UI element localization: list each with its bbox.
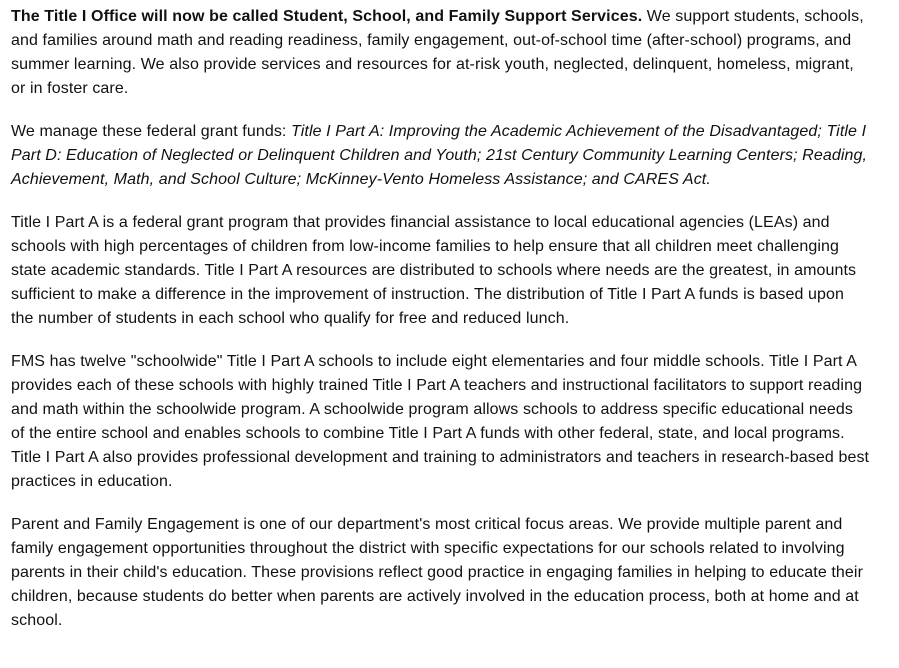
grants-paragraph (11, 120, 871, 192)
family-engagement-paragraph: Parent and Family Engagement is one of our department's most critical focus areas. We provide multiple parent and family engagement opportunities throughout the district with specific expectations for our schools related to involving parents in their child's education. These provisions reflect good practice in engaging families in helping to educate their children, because students do better when parents are actively involved in the education process, both at home and at school. (11, 516, 864, 629)
grants-list: Title I Part A: Improving the Academic Achievement of the Disadvantaged; Title I Part D: Education of Neglected or Delinquent Children and Youth; 21st Century Community Learning Centers; Reading, Achievement, Math, and School Culture; McKinney-Vento Homeless Assistance; and CARES Act. (11, 123, 868, 188)
grants-lead-text: We manage these federal grant funds: (11, 123, 292, 140)
page-content (11, 5, 871, 652)
intro-description: We support students, schools, and families around math and reading readiness, family engagement, out-of-school time (after-school) programs, and summer learning. We also provide services and resources for at-risk youth, neglected, delinquent, homeless, migrant, or in foster care. (11, 8, 864, 97)
fms-schoolwide-paragraph: FMS has twelve "schoolwide" Title I Part A schools to include eight elementaries and four middle schools. Title I Part A provides each of these schools with highly trained Title I Part A teachers and instructional facilitators to support reading and math within the schoolwide program. A schoolwide program allows schools to address specific educational needs of the entire school and enables schools to combine Title I Part A funds with other federal, state, and local programs. Title I Part A also provides professional development and training to administrators and teachers in research-based best practices in education. (11, 353, 870, 490)
intro-paragraph (11, 5, 871, 101)
title-one-part-a-paragraph: Title I Part A is a federal grant program that provides financial assistance to local educational agencies (LEAs) and schools with high percentages of children from low-income families to help ensure that all children meet challenging state academic standards. Title I Part A resources are distributed to schools where needs are the greatest, in amounts sufficient to make a difference in the improvement of instruction. The distribution of Title I Part A funds is based upon the number of students in each school who qualify for free and reduced lunch. (11, 214, 857, 327)
office-rename-notice: The Title I Office will now be called Student, School, and Family Support Services. (11, 8, 643, 25)
